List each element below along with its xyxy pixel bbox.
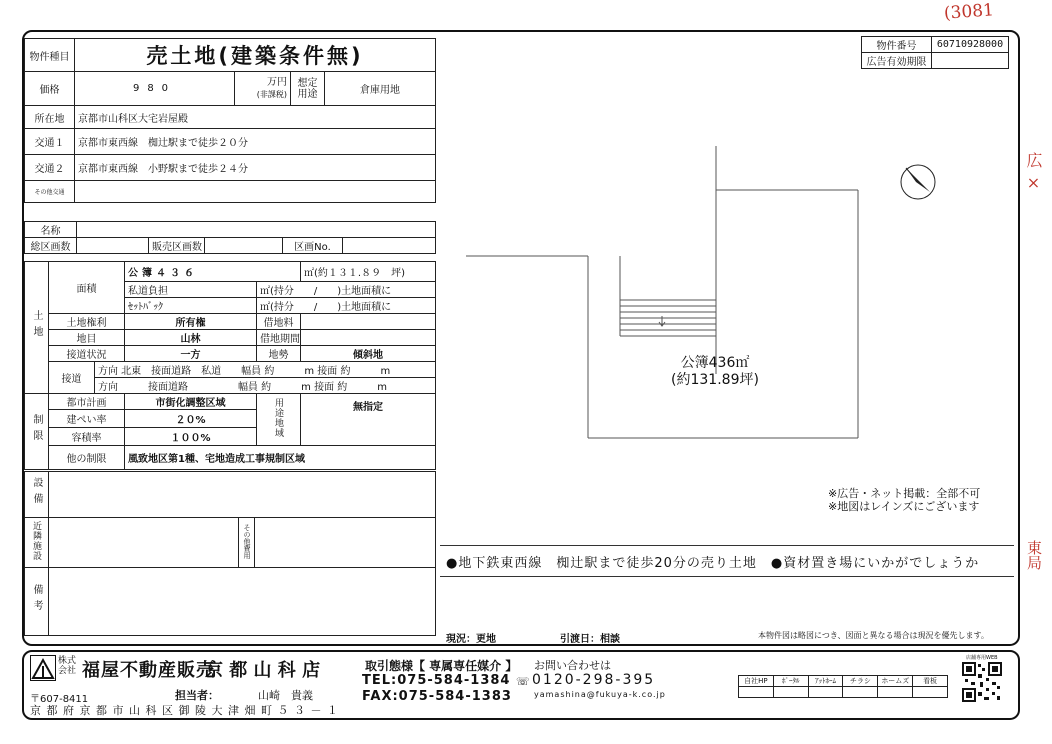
lease-period-label: 借地期間 — [257, 330, 301, 346]
category-value: 山林 — [125, 330, 257, 346]
section-no-label: 区画No. — [283, 238, 343, 254]
access1-value: 京都市東西線 椥辻駅まで徒歩２０分 — [75, 129, 436, 155]
catch-copy: ●地下鉄東西線 椥辻駅まで徒歩20分の売り土地 ●資材置き場にいかがでしょうか — [446, 556, 980, 571]
rights-label: 土地権利 — [49, 314, 125, 330]
name-table — [24, 221, 436, 254]
private-road-detail: ㎡(持分 / )土地面積に — [257, 282, 436, 298]
address-value: 京都市山科区大宅岩屋殿 — [75, 106, 436, 129]
category-label: 地目 — [49, 330, 125, 346]
road2-detail: 方向 接面道路 幅員 約 m 接面 約 m — [95, 378, 436, 394]
disclaimer: 本物件図は略図につき、図面と異なる場合は現況を優先します。 — [758, 631, 989, 640]
contact-value: 一方 — [125, 346, 257, 362]
total-area-label: 総区画数 — [25, 238, 77, 254]
land-table — [24, 261, 436, 470]
terrain-value: 傾斜地 — [301, 346, 436, 362]
media-flyer: チラシ — [843, 676, 878, 687]
map-area-label — [660, 355, 770, 389]
delivery-date: 引渡日：相談 — [560, 634, 620, 645]
restrictions-section-label: 制限 — [31, 414, 42, 446]
other-access-value — [75, 181, 436, 203]
price-unit: 万円 — [267, 76, 287, 88]
freecall-icon: ☏ — [516, 675, 530, 688]
city-plan-value: 市街化調整区域 — [125, 394, 257, 410]
handwritten-stamp: 東局 — [1025, 540, 1043, 570]
other-costs-label: その他費用 — [243, 523, 251, 559]
access2-label: 交通２ — [25, 155, 75, 181]
branch-name: 京 都 山 科 店 — [205, 660, 321, 681]
media-homes: ホームズ — [878, 676, 913, 687]
company-name: 福屋不動産販売 — [82, 660, 215, 681]
land-area-label: 面積 — [49, 262, 125, 314]
email-address[interactable]: yamashina@fukuya-k.co.jp — [534, 690, 666, 699]
terrain-label: 地勢 — [257, 346, 301, 362]
setback-detail: ㎡(持分 / )土地面積に — [257, 298, 436, 314]
inquiry-label: お問い合わせは — [534, 659, 611, 672]
rights-value: 所有権 — [125, 314, 257, 330]
qr-label: 店舗専用WEB — [966, 655, 998, 661]
north-arrow-icon — [901, 165, 935, 199]
sale-area-label: 販売区画数 — [149, 238, 205, 254]
name-label: 名称 — [25, 222, 77, 238]
media-labels — [739, 676, 948, 687]
media-hp: 自社HP — [739, 676, 774, 687]
registry-area: 公簿４３６ — [125, 262, 301, 282]
note-map: ※地図はレインズにございます — [828, 500, 980, 513]
freecall-number[interactable]: 0120-298-395 — [532, 672, 656, 688]
private-road-label: 私道負担 — [125, 282, 257, 298]
company-prefix: 株式会社 — [58, 656, 77, 676]
nearby-label: 近隣施設 — [31, 521, 41, 561]
staff-label: 担当者： — [175, 689, 219, 702]
lessor-label: 借地料 — [257, 314, 301, 330]
tax-note: (非課税) — [256, 89, 287, 99]
misc-table — [24, 471, 436, 636]
property-number: 60710928000 — [932, 37, 1009, 53]
contact-label: 接道状況 — [49, 346, 125, 362]
land-section-label: 土地 — [31, 310, 42, 342]
transaction-mode: 取引態様【 専属専任媒介 】 — [365, 659, 518, 673]
site-plan — [440, 60, 1000, 480]
zone-label: 用途地域 — [273, 398, 283, 438]
fax-number: FAX:075-584-1383 — [362, 689, 512, 704]
media-athome: ｱｯﾄﾎｰﾑ — [808, 676, 843, 687]
property-type: 売土地(建築条件無) — [75, 39, 436, 72]
company-logo-icon — [30, 655, 56, 681]
media-table — [738, 675, 948, 698]
price-value: 980 — [75, 72, 235, 106]
zone-value: 無指定 — [301, 394, 436, 446]
price-label: 価格 — [25, 72, 75, 106]
type-label: 物件種目 — [25, 39, 75, 72]
current-status: 現況：更地 — [446, 634, 496, 645]
other-access-label: その他交通 — [25, 181, 75, 203]
lot-outline — [466, 146, 858, 438]
media-portal: ﾎﾟｰﾀﾙ — [773, 676, 808, 687]
city-plan-label: 都市計画 — [49, 394, 125, 410]
coverage-value: ２０% — [125, 410, 257, 428]
zip-code: 〒607-8411 — [30, 694, 89, 705]
access1-label: 交通１ — [25, 129, 75, 155]
address-label: 所在地 — [25, 106, 75, 129]
handwritten-mark: 広 × — [1024, 152, 1043, 193]
ad-notes — [828, 487, 980, 513]
setback-label: ｾｯﾄﾊﾞｯｸ — [125, 298, 257, 314]
access2-value: 京都市東西線 小野駅まで徒歩２４分 — [75, 155, 436, 181]
facilities-label: 設備 — [31, 477, 42, 509]
ad-deadline-label: 広告有効期限 — [862, 53, 932, 69]
name-value — [77, 222, 436, 238]
map-area-registry: 公簿436㎡ — [680, 355, 750, 371]
qr-code-icon[interactable] — [962, 662, 1002, 702]
other-restriction-label: 他の制限 — [49, 446, 125, 470]
map-area-tsubo: (約131.89坪) — [671, 372, 759, 388]
branch-address: 京 都 府 京 都 市 山 科 区 御 陵 大 津 畑 町 ５ ３ － １ — [30, 704, 339, 717]
tel-number[interactable]: TEL:075-584-1384 — [362, 673, 511, 688]
road-label: 接道 — [49, 362, 95, 394]
media-sign: 看板 — [913, 676, 948, 687]
handwritten-number: (3081 — [943, 0, 995, 24]
use-value: 倉庫用地 — [325, 72, 436, 106]
property-number-label: 物件番号 — [862, 37, 932, 53]
road1-detail: 方向 北東 接面道路 私道 幅員 約 m 接面 約 m — [95, 362, 436, 378]
coverage-label: 建ぺい率 — [49, 410, 125, 428]
use-label: 想定用途 — [291, 72, 325, 106]
registry-unit: ㎡(約１３１.８９ 坪) — [301, 262, 436, 282]
far-value: １００% — [125, 428, 257, 446]
other-restriction-value: 風致地区第1種、宅地造成工事規制区域 — [125, 446, 436, 470]
note-ad: ※広告・ネット掲載：全部不可 — [828, 487, 981, 500]
staff-name: 山崎 貴義 — [258, 689, 313, 702]
remarks-label: 備考 — [31, 584, 42, 616]
property-header-table — [24, 38, 436, 203]
far-label: 容積率 — [49, 428, 125, 446]
